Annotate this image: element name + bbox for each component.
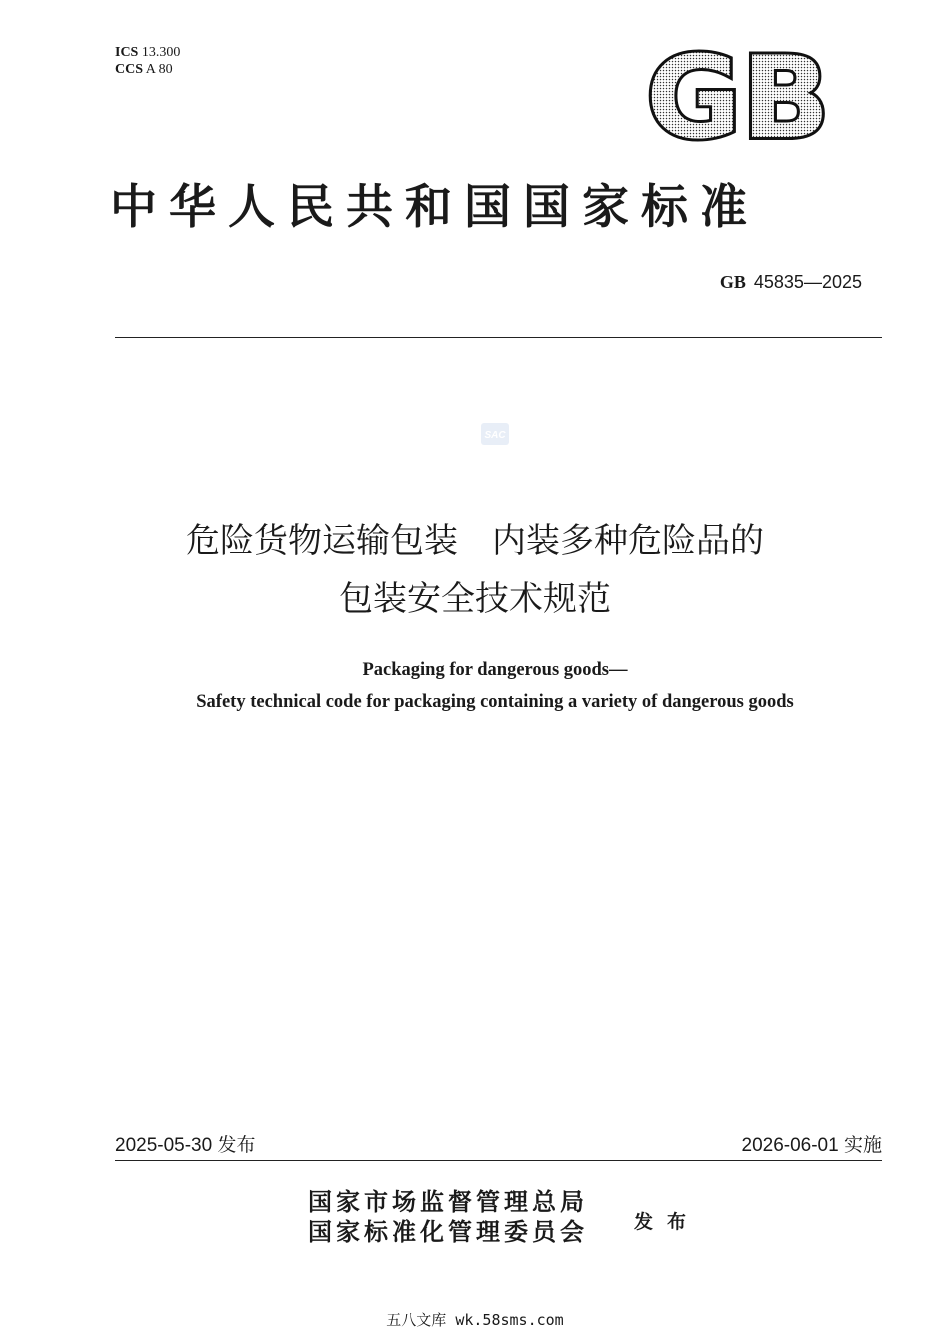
standard-prefix: GB	[719, 272, 746, 292]
title-en-line1: Packaging for dangerous goods—	[362, 660, 628, 680]
issuer-line2: 国家标准化管理委员会	[308, 1217, 588, 1246]
issuing-authorities	[308, 1187, 588, 1247]
ccs-value: A 80	[145, 62, 173, 77]
sac-mark-text: SAC	[484, 430, 506, 441]
issue-date-suffix: 发布	[217, 1134, 256, 1156]
issue-date-value: 2025-05-30	[115, 1135, 213, 1156]
implement-date-value: 2026-06-01	[741, 1135, 839, 1156]
national-standard-title: 中华人民共和国国家标准	[110, 180, 759, 235]
title-en-line2: Safety technical code for packaging containing a variety of dangerous goods	[196, 692, 794, 712]
title-cn-line1: 危险货物运输包装 内装多种危险品的	[186, 521, 764, 561]
ics-code	[115, 44, 180, 61]
sac-mark-icon	[480, 422, 510, 446]
top-divider	[115, 337, 882, 338]
gb-logo-icon	[644, 48, 832, 144]
implement-date-suffix: 实施	[843, 1134, 882, 1156]
publish-label: 发布	[634, 1211, 701, 1233]
ics-value: 13.300	[141, 45, 181, 60]
issue-date	[115, 1130, 256, 1157]
ccs-code	[115, 61, 180, 78]
title-cn-line2: 包装安全技术规范	[339, 579, 611, 619]
ics-label: ICS	[115, 45, 139, 60]
implement-date	[742, 1130, 883, 1157]
bottom-divider	[115, 1160, 882, 1161]
gb-logo-text: GB	[646, 48, 830, 144]
classification-codes	[115, 44, 180, 78]
standard-number	[600, 272, 862, 293]
ccs-label: CCS	[115, 62, 144, 77]
issuer-line1: 国家市场监督管理总局	[308, 1187, 588, 1216]
footer-watermark: 五八文库 wk.58sms.com	[386, 1311, 564, 1329]
standard-code: 45835—2025	[753, 272, 862, 292]
